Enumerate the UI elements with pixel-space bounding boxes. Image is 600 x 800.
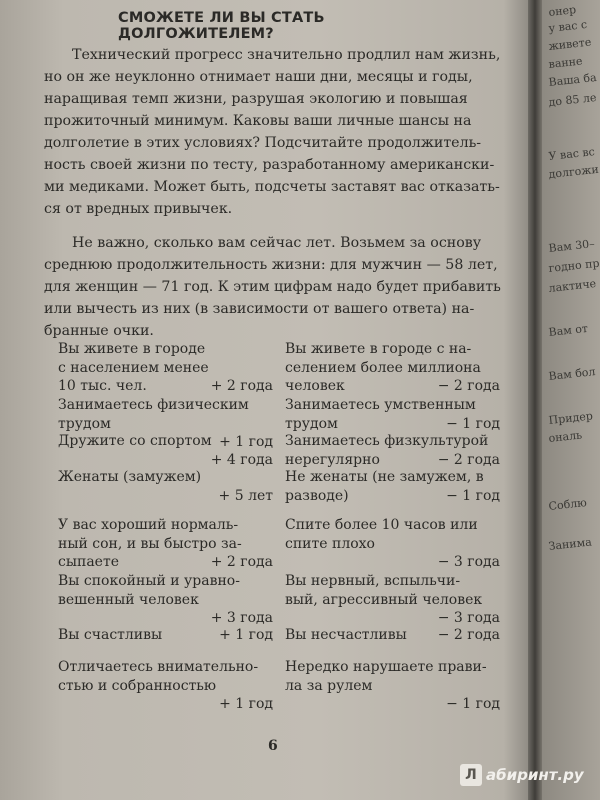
score-value: + 5 лет <box>218 487 273 504</box>
score-item <box>58 626 273 645</box>
item-text-line: трудом <box>58 415 111 432</box>
score-item <box>285 468 500 505</box>
item-text-line: стью и собранностью <box>58 677 217 694</box>
item-text-line: Спите более 10 часов или <box>285 517 478 533</box>
item-text-line: Занимаетесь умственным <box>285 397 476 413</box>
next-page-fragment: Вам бол <box>548 365 597 383</box>
score-value: − 2 года <box>437 627 500 643</box>
intro-line: ность своей жизни по тесту, разработанному американски- <box>44 157 495 173</box>
item-text-line: Занимаетесь физкультурой <box>285 433 489 449</box>
next-page-fragment: ванне <box>548 54 584 71</box>
intro-line: ся от вредных привычек. <box>44 201 233 217</box>
intro-line: прожиточный минимум. Каковы ваши личные шансы на <box>44 113 472 129</box>
item-text-line: нерегулярно <box>285 451 380 468</box>
instructions-line: бранные очки. <box>44 323 154 339</box>
next-page-edge <box>542 0 600 800</box>
item-text-line: сыпаете <box>58 554 119 570</box>
score-value: + 1 год <box>219 434 273 450</box>
page-title: СМОЖЕТЕ ЛИ ВЫ СТАТЬ ДОЛГОЖИТЕЛЕМ? <box>118 10 325 42</box>
item-last-row <box>285 451 500 470</box>
item-text-line: вешенный человек <box>58 591 199 608</box>
item-text-line: Дружите со спортом <box>58 433 212 449</box>
score-item <box>58 432 273 469</box>
next-page-fragment: годно пр <box>548 256 600 275</box>
score-item <box>58 468 273 505</box>
score-value: − 3 года <box>437 610 500 626</box>
next-page-fragment: у вас с <box>548 17 588 35</box>
score-item <box>285 340 500 396</box>
item-text-line: трудом <box>285 415 338 432</box>
intro-line: долголетие в этих условиях? Подсчитайте продолжитель- <box>44 135 482 151</box>
instructions-line: или вычесть из них (в зависимости от вашего ответа) на- <box>44 301 475 317</box>
score-value: − 2 года <box>437 378 500 394</box>
next-page-fragment: лактиче <box>548 277 597 295</box>
score-item <box>58 658 273 714</box>
score-value: + 4 года <box>210 451 273 468</box>
next-page-fragment: ональ <box>548 428 583 445</box>
instructions-line: Не важно, сколько вам сейчас лет. Возьмем за основу <box>72 235 482 251</box>
next-page-fragment: онер <box>548 3 577 19</box>
item-text-line: Занимаетесь физическим <box>58 397 249 413</box>
item-text-line: с населением менее <box>58 359 209 376</box>
score-value: + 1 год <box>219 696 273 712</box>
instructions-line: среднюю продолжительность жизни: для мужчин — 58 лет, <box>44 257 498 273</box>
next-page-fragment: Вам от <box>548 321 589 339</box>
intro-line: ми медиками. Может быть, подсчеты заставят вас отказать- <box>44 179 500 195</box>
labirint-logo-icon: Л <box>460 764 482 786</box>
score-value: + 2 года <box>210 554 273 570</box>
score-item <box>285 572 500 628</box>
item-text-line: Вы живете в городе <box>58 341 206 357</box>
intro-line: наращивая темп жизни, разрушая экологию и повышая <box>44 91 468 107</box>
item-text-line: человек <box>285 378 345 394</box>
score-item <box>285 626 500 645</box>
item-text-line: ный сон, и вы быстро за- <box>58 535 242 552</box>
score-item <box>58 516 273 572</box>
next-page-fragment: Придер <box>548 409 594 427</box>
page-number: 6 <box>268 738 278 754</box>
item-text-line: спите плохо <box>285 535 375 552</box>
next-page-fragment: Соблю <box>548 496 588 513</box>
item-last-row <box>285 415 500 434</box>
item-text-line: Вы живете в городе с на- <box>285 341 472 357</box>
score-value: − 3 года <box>437 554 500 570</box>
next-page-fragment: долгожи <box>548 162 600 181</box>
item-text-line: Отличаетесь внимательно- <box>58 659 259 675</box>
item-text-line: У вас хороший нормаль- <box>58 517 239 533</box>
item-last-row <box>285 626 500 645</box>
item-text-line: Вы спокойный и уравно- <box>58 573 240 589</box>
score-item <box>285 396 500 433</box>
score-item <box>58 340 273 396</box>
score-value: − 1 год <box>446 487 500 504</box>
score-item <box>58 572 273 628</box>
score-value: + 1 год <box>219 627 273 643</box>
score-value: − 1 год <box>446 415 500 432</box>
item-text-line: Вы счастливы <box>58 627 163 643</box>
next-page-fragment: У вас вс <box>548 145 596 163</box>
item-text-line: Вы нервный, вспыльчи- <box>285 573 461 589</box>
book-spine <box>528 0 542 800</box>
item-last-row <box>58 377 273 396</box>
instructions-line: для женщин — 71 год. К этим цифрам надо будет прибавить <box>44 279 501 295</box>
instructions-paragraph <box>44 232 502 342</box>
next-page-fragment: Ваша ба <box>548 70 598 89</box>
item-text-line: ла за рулем <box>285 677 373 694</box>
score-value: + 3 года <box>210 610 273 626</box>
labirint-watermark <box>460 764 584 786</box>
next-page-fragment: Вам 30– <box>548 237 596 255</box>
watermark-text: абиринт.ру <box>486 766 584 784</box>
intro-paragraph <box>44 44 502 220</box>
intro-line: но он же неуклонно отнимает наши дни, месяцы и годы, <box>44 69 473 85</box>
item-text-line: Нередко нарушаете прави- <box>285 659 487 675</box>
item-text-line: вый, агрессивный человек <box>285 591 483 608</box>
item-text-line: селением более миллиона <box>285 359 481 376</box>
item-last-row <box>58 626 273 645</box>
item-text-line: 10 тыс. чел. <box>58 378 147 394</box>
score-value: − 1 год <box>446 696 500 712</box>
item-last-row <box>58 553 273 572</box>
score-value: − 2 года <box>437 451 500 468</box>
item-text-line: Не женаты (не замужем, в <box>285 469 484 485</box>
intro-line: Технический прогресс значительно продлил нам жизнь, <box>72 47 501 63</box>
next-page-fragment: Занима <box>548 535 593 553</box>
score-item <box>285 432 500 469</box>
item-last-row <box>285 487 500 506</box>
item-last-row <box>285 377 500 396</box>
score-item <box>285 658 500 714</box>
next-page-fragment: живете <box>548 35 592 53</box>
next-page-fragment: до 85 ле <box>548 90 597 109</box>
score-item <box>285 516 500 572</box>
score-value: + 2 года <box>210 378 273 394</box>
item-text-line: разводе) <box>285 487 349 504</box>
item-text-line: Женаты (замужем) <box>58 469 202 485</box>
item-text-line: Вы несчастливы <box>285 627 407 643</box>
